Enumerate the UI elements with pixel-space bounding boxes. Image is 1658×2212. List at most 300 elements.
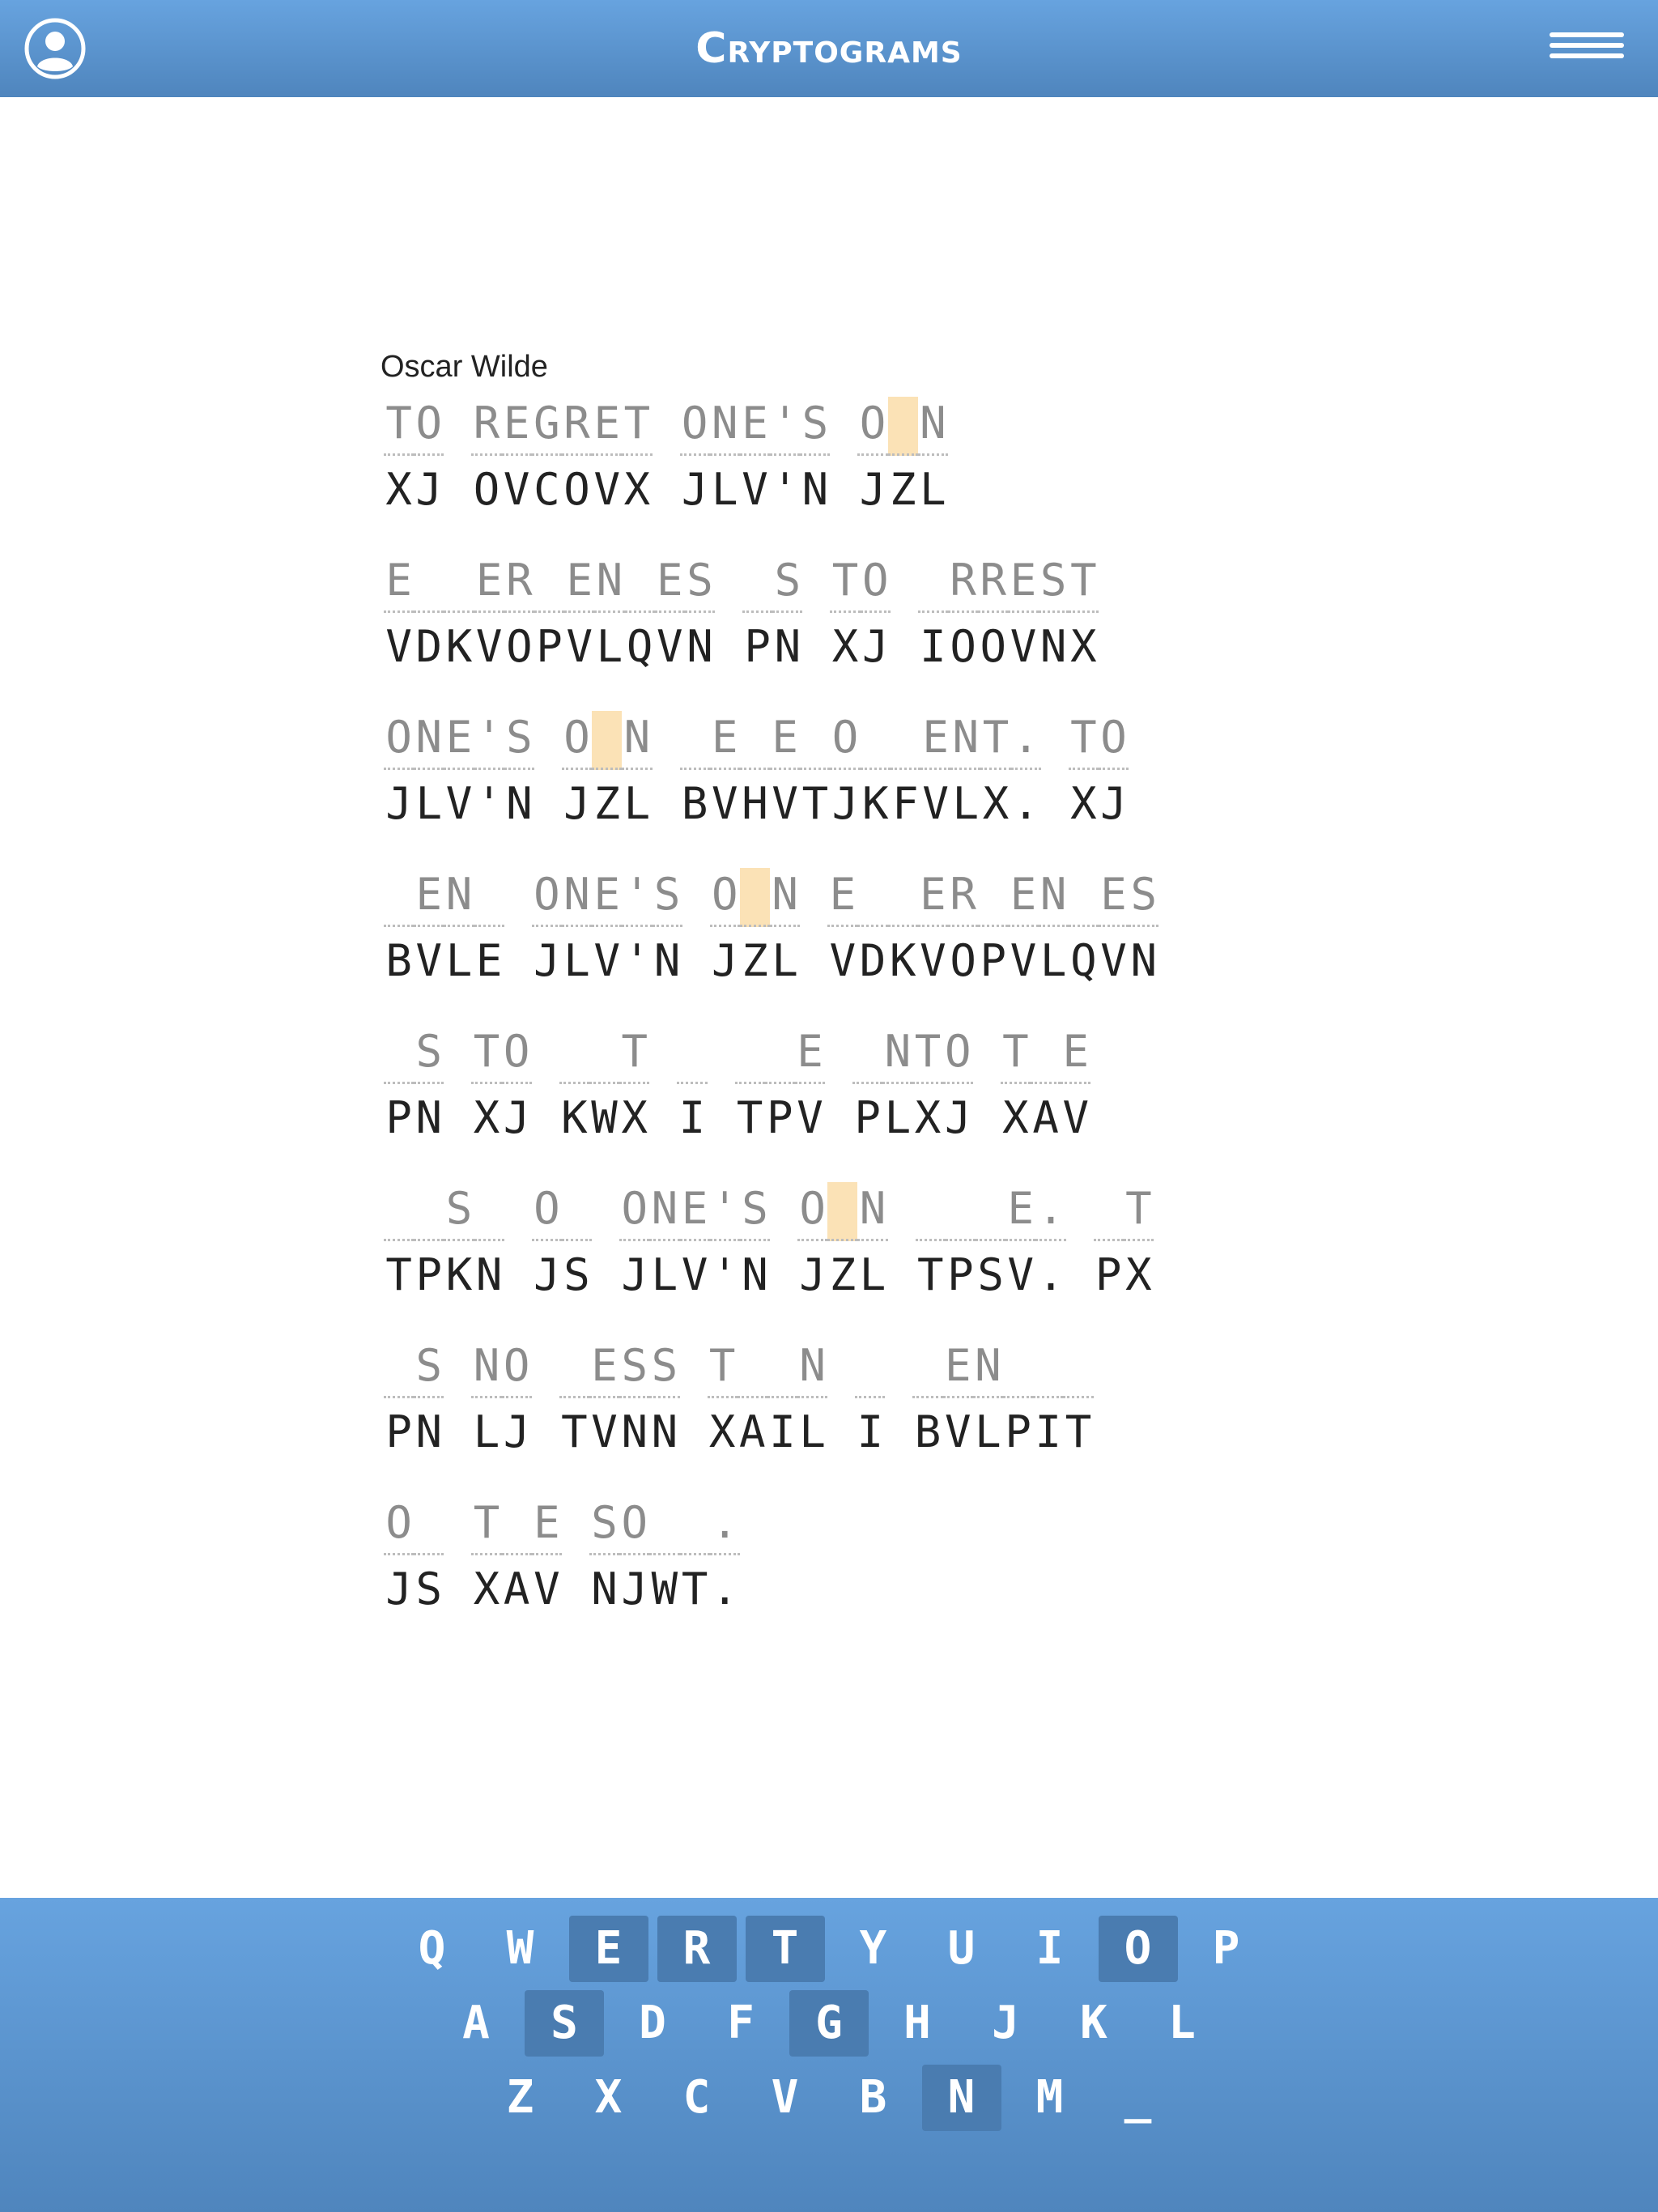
cipher-letter: O	[473, 464, 500, 515]
guess-slot: .	[710, 1496, 740, 1555]
guess-slot[interactable]: E	[474, 554, 504, 613]
guess-slot[interactable]: N	[622, 711, 652, 770]
guess-slot[interactable]	[384, 868, 414, 927]
guess-slot[interactable]: T	[1069, 554, 1099, 613]
guess-slot[interactable]	[1003, 1339, 1033, 1398]
letter-cell	[592, 397, 622, 521]
letter-cell	[882, 1025, 912, 1149]
letter-cell	[414, 554, 444, 678]
letter-cell	[710, 397, 740, 521]
key-r[interactable]: R	[657, 1916, 737, 1982]
cipher-letter: J	[799, 1249, 826, 1300]
letter-keyboard	[0, 1898, 1658, 2212]
guess-slot[interactable]: O	[502, 1025, 532, 1084]
puzzle-word	[471, 1339, 531, 1463]
cipher-letter: A	[503, 1563, 530, 1614]
letter-cell	[502, 1025, 532, 1149]
guess-slot: .	[1011, 711, 1041, 770]
guess-slot[interactable]: S	[444, 1182, 474, 1241]
key-v[interactable]: V	[771, 2071, 799, 2124]
cipher-letter: .	[1012, 778, 1039, 829]
cipher-letter: N	[475, 1249, 503, 1300]
guess-slot[interactable]: S	[653, 868, 682, 927]
guess-slot[interactable]: E	[592, 868, 622, 927]
key-a[interactable]: A	[462, 1997, 490, 2049]
guess-slot[interactable]: S	[800, 397, 830, 456]
guess-slot[interactable]: O	[384, 1496, 414, 1555]
guess-slot[interactable]: S	[1129, 868, 1158, 927]
guess-slot[interactable]: O	[1099, 711, 1129, 770]
puzzle-word	[1069, 711, 1129, 835]
key-g[interactable]: G	[789, 1990, 869, 2057]
guess-slot[interactable]: S	[504, 711, 534, 770]
guess-slot[interactable]: R	[562, 397, 592, 456]
guess-slot[interactable]: S	[772, 554, 802, 613]
key-h[interactable]: H	[903, 1997, 931, 2049]
key-x[interactable]: X	[594, 2071, 623, 2124]
cipher-letter: T	[561, 1406, 588, 1457]
key-j[interactable]: J	[992, 1997, 1019, 2049]
guess-slot[interactable]	[765, 1025, 795, 1084]
guess-slot[interactable]: O	[861, 554, 891, 613]
guess-slot[interactable]: N	[797, 1339, 827, 1398]
cipher-letter: J	[1100, 778, 1127, 829]
letter-cell	[943, 1339, 973, 1463]
cipher-letter: V	[944, 1406, 971, 1457]
selected-guess-slot[interactable]	[888, 397, 918, 456]
guess-slot[interactable]: S	[414, 1339, 444, 1398]
cipher-letter: L	[1039, 935, 1067, 986]
letter-cell	[827, 868, 857, 992]
puzzle-word	[708, 1339, 828, 1463]
cipher-letter: N	[415, 1092, 443, 1143]
key-q[interactable]: Q	[418, 1922, 446, 1975]
cipher-letter: C	[534, 464, 560, 515]
letter-cell	[562, 1182, 592, 1306]
guess-slot[interactable]	[384, 1339, 414, 1398]
guess-slot[interactable]	[855, 1339, 885, 1398]
letter-cell	[767, 1339, 797, 1463]
letter-cell	[444, 868, 474, 992]
cipher-letter: A	[739, 1406, 766, 1457]
guess-slot[interactable]	[742, 554, 772, 613]
letter-cell	[765, 1025, 795, 1149]
key-s[interactable]: S	[525, 1990, 604, 2057]
puzzle-word	[559, 1339, 680, 1463]
guess-slot[interactable]: E	[920, 711, 950, 770]
keyboard-row	[0, 2065, 1658, 2131]
cipher-letter: L	[712, 464, 738, 515]
guess-slot[interactable]	[861, 711, 891, 770]
guess-slot[interactable]: S	[414, 1025, 444, 1084]
cipher-letter: J	[415, 464, 443, 515]
key-m[interactable]: M	[1035, 2071, 1064, 2124]
letter-cell	[852, 1025, 882, 1149]
letter-cell	[649, 1496, 679, 1620]
guess-slot[interactable]	[414, 1496, 444, 1555]
puzzle-word	[742, 554, 802, 678]
key-d[interactable]: D	[639, 1997, 666, 2049]
guess-slot[interactable]: N	[414, 711, 444, 770]
cipher-letter: N	[506, 778, 533, 829]
guess-slot[interactable]	[946, 1182, 976, 1241]
guess-slot[interactable]	[976, 1182, 1005, 1241]
letter-cell	[559, 1339, 589, 1463]
letter-cell	[649, 1182, 679, 1306]
key-k[interactable]: K	[1080, 1997, 1107, 2049]
puzzle-word	[827, 868, 1158, 992]
letter-cell	[649, 1339, 679, 1463]
guess-slot[interactable]	[589, 1025, 619, 1084]
guess-slot[interactable]: E	[770, 711, 800, 770]
guess-slot[interactable]: N	[882, 1025, 912, 1084]
cipher-letter: I	[920, 621, 946, 672]
guess-slot[interactable]: E	[414, 868, 444, 927]
guess-slot[interactable]: E	[532, 1496, 562, 1555]
guess-slot[interactable]	[857, 868, 887, 927]
guess-slot[interactable]	[649, 1496, 679, 1555]
guess-slot[interactable]: R	[948, 868, 978, 927]
letter-cell	[912, 1025, 942, 1149]
letter-cell	[800, 711, 830, 835]
cipher-letter: X	[1070, 621, 1097, 672]
letter-cell	[1008, 554, 1038, 678]
key-n[interactable]: N	[922, 2065, 1001, 2131]
cipher-letter: X	[473, 1092, 500, 1143]
letter-cell	[474, 1182, 504, 1306]
cipher-letter: O	[563, 464, 590, 515]
letter-cell	[830, 554, 860, 678]
letter-cell	[912, 1339, 942, 1463]
guess-slot[interactable]: E	[1099, 868, 1129, 927]
cipher-letter: I	[769, 1406, 796, 1457]
letter-cell	[861, 711, 891, 835]
guess-slot[interactable]: O	[830, 711, 860, 770]
guess-slot[interactable]	[1031, 1025, 1061, 1084]
guess-slot[interactable]: E	[943, 1339, 973, 1398]
cipher-letter: J	[534, 935, 560, 986]
guess-slot[interactable]: O	[943, 1025, 973, 1084]
letter-cell	[920, 711, 950, 835]
letter-cell	[740, 1182, 770, 1306]
guess-slot[interactable]: E	[918, 868, 948, 927]
puzzle-word	[532, 1182, 592, 1306]
guess-slot[interactable]: S	[1039, 554, 1069, 613]
guess-slot[interactable]: N	[562, 868, 592, 927]
guess-slot[interactable]	[677, 1025, 707, 1084]
cipher-letter: O	[950, 935, 976, 986]
puzzle-word	[384, 554, 715, 678]
cipher-letter: '	[772, 464, 798, 515]
letter-cell	[738, 1339, 767, 1463]
key-z[interactable]: Z	[506, 2071, 534, 2124]
guess-slot[interactable]: T	[384, 397, 414, 456]
guess-slot[interactable]: T	[980, 711, 1010, 770]
letter-cell	[592, 711, 622, 835]
guess-slot[interactable]	[978, 868, 1008, 927]
guess-slot[interactable]: N	[1039, 868, 1069, 927]
guess-slot[interactable]: T	[1069, 711, 1099, 770]
selected-guess-slot[interactable]	[592, 711, 622, 770]
cipher-letter: L	[623, 778, 651, 829]
guess-slot[interactable]: E	[795, 1025, 825, 1084]
guess-slot[interactable]: S	[649, 1339, 679, 1398]
puzzle-word	[710, 868, 801, 992]
cipher-letter: I	[857, 1406, 884, 1457]
guess-slot[interactable]	[384, 1182, 414, 1241]
guess-slot[interactable]: O	[619, 1496, 649, 1555]
guess-slot[interactable]: S	[589, 1496, 619, 1555]
guess-slot[interactable]	[852, 1025, 882, 1084]
guess-slot[interactable]: E	[1008, 868, 1038, 927]
guess-slot[interactable]	[502, 1496, 532, 1555]
guess-slot[interactable]: E	[589, 1339, 619, 1398]
puzzle-word	[559, 1025, 650, 1149]
guess-slot[interactable]: R	[978, 554, 1008, 613]
cipher-letter: Z	[593, 778, 620, 829]
letter-cell	[622, 868, 652, 992]
guess-slot[interactable]: E	[710, 711, 740, 770]
guess-slot[interactable]: E	[680, 1182, 710, 1241]
guess-slot[interactable]: E	[502, 397, 532, 456]
guess-slot[interactable]: N	[973, 1339, 1003, 1398]
letter-cell	[918, 397, 948, 521]
guess-slot[interactable]: N	[594, 554, 624, 613]
guess-slot[interactable]	[474, 1182, 504, 1241]
guess-slot[interactable]: E	[1005, 1182, 1035, 1241]
guess-slot[interactable]	[680, 711, 710, 770]
guess-slot[interactable]	[1063, 1339, 1093, 1398]
letter-cell	[1035, 1182, 1065, 1306]
selected-guess-slot[interactable]	[827, 1182, 857, 1241]
cipher-letter: P	[980, 935, 1007, 986]
letter-cell	[414, 1496, 444, 1620]
letter-cell	[976, 1182, 1005, 1306]
key-c[interactable]: C	[682, 2071, 711, 2124]
guess-slot[interactable]: T	[1124, 1182, 1154, 1241]
guess-slot[interactable]: O	[502, 1339, 532, 1398]
guess-slot[interactable]: O	[532, 868, 562, 927]
guess-slot[interactable]	[414, 554, 444, 613]
guess-slot[interactable]: N	[444, 868, 474, 927]
guess-slot[interactable]: T	[912, 1025, 942, 1084]
guess-slot: '	[710, 1182, 740, 1241]
letter-cell	[770, 711, 800, 835]
key-o[interactable]: O	[1099, 1916, 1178, 1982]
selected-guess-slot[interactable]	[740, 868, 770, 927]
letter-cell	[444, 554, 474, 678]
key-b[interactable]: B	[859, 2071, 887, 2124]
guess-slot[interactable]: O	[857, 397, 887, 456]
guess-slot[interactable]: O	[562, 711, 592, 770]
guess-slot[interactable]: N	[857, 1182, 887, 1241]
guess-slot[interactable]: T	[830, 554, 860, 613]
guess-slot[interactable]: N	[649, 1182, 679, 1241]
guess-slot[interactable]	[562, 1182, 592, 1241]
puzzle-word	[384, 868, 504, 992]
guess-slot[interactable]	[916, 1182, 946, 1241]
key-l[interactable]: L	[1168, 1997, 1196, 2049]
letter-cell	[918, 868, 948, 992]
guess-slot[interactable]: R	[504, 554, 534, 613]
letter-cell	[1008, 868, 1038, 992]
cipher-letter: L	[445, 935, 473, 986]
guess-slot[interactable]	[735, 1025, 765, 1084]
guess-slot[interactable]: S	[685, 554, 715, 613]
letter-cell	[414, 1025, 444, 1149]
cipher-letter: N	[1039, 621, 1067, 672]
guess-slot[interactable]	[738, 1339, 767, 1398]
cipher-letter: L	[975, 1406, 1001, 1457]
guess-slot[interactable]: G	[532, 397, 562, 456]
guess-slot[interactable]: N	[770, 868, 800, 927]
guess-slot[interactable]: N	[710, 397, 740, 456]
cipher-letter: P	[947, 1249, 974, 1300]
guess-slot[interactable]	[559, 1339, 589, 1398]
letter-cell	[384, 397, 414, 521]
guess-slot: '	[770, 397, 800, 456]
guess-slot[interactable]	[1094, 1182, 1124, 1241]
guess-slot[interactable]: O	[532, 1182, 562, 1241]
puzzle-word	[471, 1025, 531, 1149]
guess-slot[interactable]: S	[619, 1339, 649, 1398]
cipher-letter: X	[385, 464, 412, 515]
guess-slot[interactable]: E	[564, 554, 594, 613]
guess-slot[interactable]: O	[384, 711, 414, 770]
letter-cell	[797, 1339, 827, 1463]
guess-slot[interactable]: E	[1008, 554, 1038, 613]
guess-slot[interactable]: R	[948, 554, 978, 613]
puzzle-line	[384, 397, 1355, 554]
cipher-letter: V	[445, 778, 473, 829]
letter-cell	[888, 868, 918, 992]
cipher-letter: K	[445, 621, 473, 672]
guess-slot[interactable]: R	[471, 397, 501, 456]
guess-slot[interactable]: N	[918, 397, 948, 456]
letter-cell	[384, 1496, 414, 1620]
cipher-letter: Q	[626, 621, 653, 672]
letter-cell	[1061, 1025, 1090, 1149]
guess-slot: .	[1035, 1182, 1065, 1241]
guess-slot[interactable]	[414, 1182, 444, 1241]
guess-slot[interactable]	[740, 711, 770, 770]
guess-slot[interactable]: E	[592, 397, 622, 456]
guess-slot[interactable]	[474, 868, 504, 927]
guess-slot[interactable]: E	[655, 554, 685, 613]
guess-slot[interactable]	[625, 554, 655, 613]
puzzle-word	[680, 397, 831, 521]
key-i[interactable]: I	[1035, 1922, 1064, 1975]
guess-slot[interactable]	[918, 554, 948, 613]
letter-cell	[710, 1182, 740, 1306]
cipher-letter: J	[712, 935, 738, 986]
letter-cell	[1003, 1339, 1033, 1463]
letter-cell	[534, 554, 564, 678]
guess-slot[interactable]: T	[471, 1025, 501, 1084]
guess-slot[interactable]	[912, 1339, 942, 1398]
cipher-letter: V	[920, 935, 946, 986]
guess-slot[interactable]: T	[708, 1339, 738, 1398]
guess-slot[interactable]: O	[680, 397, 710, 456]
guess-slot[interactable]: O	[414, 397, 444, 456]
key-f[interactable]: F	[727, 1997, 755, 2049]
guess-slot[interactable]: E	[740, 397, 770, 456]
guess-slot[interactable]	[1033, 1339, 1063, 1398]
guess-slot[interactable]	[534, 554, 564, 613]
letter-cell	[502, 1496, 532, 1620]
menu-button[interactable]	[1550, 32, 1624, 66]
letter-cell	[950, 711, 980, 835]
key-p[interactable]: P	[1212, 1922, 1240, 1975]
letter-cell	[414, 868, 444, 992]
key-w[interactable]: W	[506, 1922, 534, 1975]
puzzle-word	[532, 868, 682, 992]
guess-slot[interactable]	[444, 554, 474, 613]
guess-slot[interactable]	[800, 711, 830, 770]
guess-slot[interactable]: N	[471, 1339, 501, 1398]
guess-slot[interactable]	[767, 1339, 797, 1398]
guess-slot[interactable]: S	[740, 1182, 770, 1241]
guess-slot: '	[622, 868, 652, 927]
letter-cell	[653, 868, 682, 992]
cipher-letter: S	[415, 1563, 443, 1614]
cipher-letter: Z	[742, 935, 768, 986]
letter-cell	[855, 1339, 885, 1463]
key-e[interactable]: E	[569, 1916, 648, 1982]
guess-slot[interactable]	[891, 711, 920, 770]
guess-slot[interactable]: E	[827, 868, 857, 927]
guess-slot[interactable]	[1069, 868, 1099, 927]
cipher-letter: P	[744, 621, 771, 672]
guess-slot: '	[474, 711, 504, 770]
cipher-letter: P	[415, 1249, 443, 1300]
cipher-letter: I	[678, 1092, 706, 1143]
guess-slot[interactable]	[680, 1496, 710, 1555]
guess-slot[interactable]: O	[619, 1182, 649, 1241]
puzzle-word	[384, 1496, 444, 1620]
letter-cell	[973, 1339, 1003, 1463]
key-u[interactable]: U	[947, 1922, 976, 1975]
key-t[interactable]: T	[746, 1916, 825, 1982]
letter-cell	[622, 711, 652, 835]
key-y[interactable]: Y	[859, 1922, 887, 1975]
puzzle-word	[855, 1339, 885, 1463]
guess-slot[interactable]	[384, 1025, 414, 1084]
cipher-letter: L	[920, 464, 946, 515]
guess-slot[interactable]: O	[710, 868, 740, 927]
guess-slot[interactable]	[888, 868, 918, 927]
guess-slot[interactable]: T	[1001, 1025, 1031, 1084]
guess-slot[interactable]: O	[797, 1182, 827, 1241]
letter-cell	[625, 554, 655, 678]
guess-slot[interactable]	[559, 1025, 589, 1084]
guess-slot[interactable]: T	[622, 397, 652, 456]
letter-cell	[414, 397, 444, 521]
guess-slot[interactable]: E	[1061, 1025, 1090, 1084]
cipher-letter: V	[534, 1563, 560, 1614]
puzzle-word	[857, 397, 948, 521]
guess-slot[interactable]: E	[384, 554, 414, 613]
cipher-letter: X	[473, 1563, 500, 1614]
guess-slot[interactable]: T	[471, 1496, 501, 1555]
guess-slot[interactable]: T	[619, 1025, 649, 1084]
guess-slot[interactable]: N	[950, 711, 980, 770]
guess-slot[interactable]: E	[444, 711, 474, 770]
letter-cell	[770, 397, 800, 521]
cipher-letter: P	[1005, 1406, 1031, 1457]
key-blank[interactable]: _	[1124, 2071, 1152, 2124]
letter-cell	[742, 554, 772, 678]
